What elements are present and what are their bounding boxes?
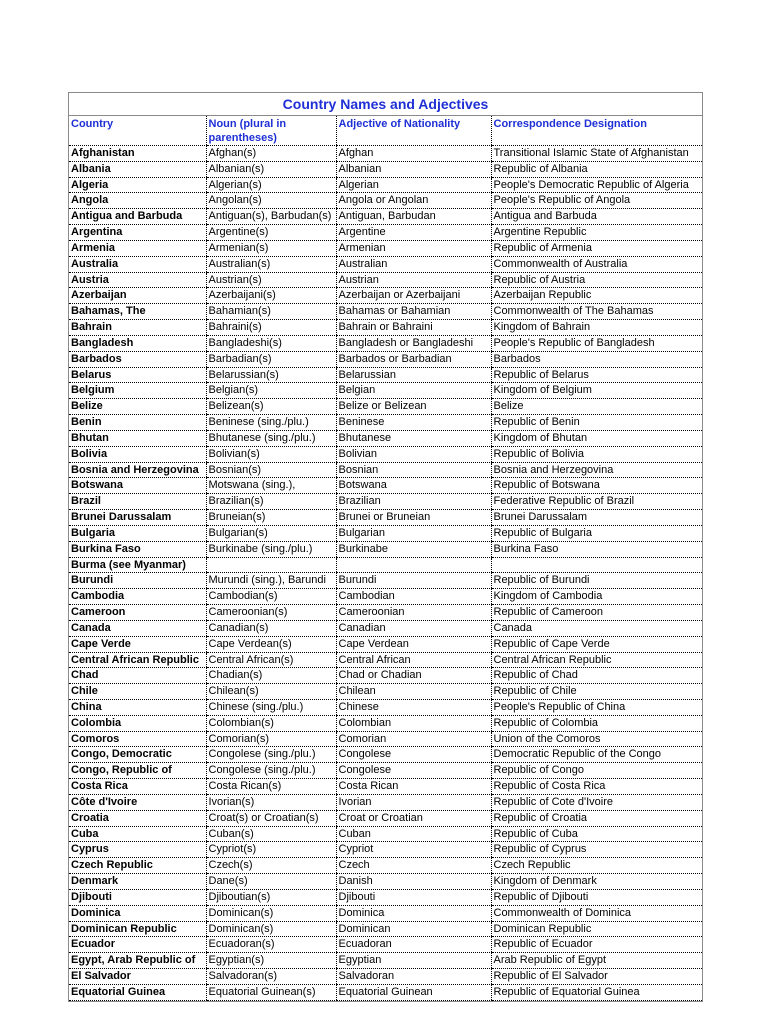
cell-country: Bahrain (69, 320, 206, 336)
table-row (69, 272, 702, 288)
cell-country: Austria (69, 272, 206, 288)
cell-designation: Democratic Republic of the Congo (491, 747, 702, 763)
cell-country: Ecuador (69, 937, 206, 953)
cell-country: Bolivia (69, 446, 206, 462)
cell-noun: Belgian(s) (206, 383, 336, 399)
cell-designation: Republic of El Salvador (491, 969, 702, 985)
cell-adjective: Brunei or Bruneian (336, 510, 491, 526)
table-row (69, 193, 702, 209)
table-row (69, 668, 702, 684)
table-row (69, 399, 702, 415)
cell-designation: Barbados (491, 351, 702, 367)
table-row (69, 288, 702, 304)
cell-adjective: Burkinabe (336, 541, 491, 557)
cell-adjective: Barbados or Barbadian (336, 351, 491, 367)
cell-designation: Kingdom of Belgium (491, 383, 702, 399)
cell-adjective: Bosnian (336, 462, 491, 478)
cell-country: Afghanistan (69, 146, 206, 162)
cell-adjective: Bulgarian (336, 525, 491, 541)
table-row (69, 351, 702, 367)
cell-country: Albania (69, 161, 206, 177)
cell-adjective: Australian (336, 256, 491, 272)
table-row (69, 842, 702, 858)
cell-adjective: Bahamas or Bahamian (336, 304, 491, 320)
cell-designation: Republic of Djibouti (491, 889, 702, 905)
cell-designation: Republic of Croatia (491, 810, 702, 826)
cell-country: El Salvador (69, 969, 206, 985)
table-row (69, 541, 702, 557)
cell-noun: Barbadian(s) (206, 351, 336, 367)
cell-country: Bosnia and Herzegovina (69, 462, 206, 478)
cell-country: Cambodia (69, 589, 206, 605)
cell-designation: Argentine Republic (491, 225, 702, 241)
cell-designation: Republic of Cameroon (491, 605, 702, 621)
cell-country: Burkina Faso (69, 541, 206, 557)
table-body (69, 146, 702, 1001)
table-row (69, 367, 702, 383)
cell-noun: Belarussian(s) (206, 367, 336, 383)
cell-noun: Murundi (sing.), Barundi (206, 573, 336, 589)
cell-adjective: Bolivian (336, 446, 491, 462)
table-row (69, 146, 702, 162)
table-row (69, 161, 702, 177)
cell-designation: Republic of Benin (491, 415, 702, 431)
cell-country: Costa Rica (69, 779, 206, 795)
cell-designation: People's Republic of Bangladesh (491, 335, 702, 351)
cell-noun: Congolese (sing./plu.) (206, 763, 336, 779)
table-row (69, 240, 702, 256)
cell-noun: Colombian(s) (206, 715, 336, 731)
cell-designation: Republic of Austria (491, 272, 702, 288)
table-row (69, 225, 702, 241)
cell-designation: People's Republic of Angola (491, 193, 702, 209)
cell-noun: Dominican(s) (206, 921, 336, 937)
table-row (69, 209, 702, 225)
table-title: Country Names and Adjectives (69, 93, 702, 116)
cell-designation: Republic of Equatorial Guinea (491, 984, 702, 1000)
cell-country: Azerbaijan (69, 288, 206, 304)
cell-noun: Croat(s) or Croatian(s) (206, 810, 336, 826)
cell-noun: Bolivian(s) (206, 446, 336, 462)
cell-country: Armenia (69, 240, 206, 256)
cell-noun: Dane(s) (206, 874, 336, 890)
cell-designation: Republic of Congo (491, 763, 702, 779)
table-row (69, 636, 702, 652)
cell-country: Belarus (69, 367, 206, 383)
cell-designation: Kingdom of Cambodia (491, 589, 702, 605)
cell-designation: Republic of Costa Rica (491, 779, 702, 795)
table-row (69, 747, 702, 763)
cell-adjective: Bhutanese (336, 430, 491, 446)
country-table (69, 116, 702, 1001)
cell-adjective: Antiguan, Barbudan (336, 209, 491, 225)
cell-designation: Republic of Bolivia (491, 446, 702, 462)
cell-noun: Belizean(s) (206, 399, 336, 415)
cell-country: Congo, Democratic (69, 747, 206, 763)
cell-designation: Republic of Bulgaria (491, 525, 702, 541)
table-row (69, 589, 702, 605)
cell-noun: Chilean(s) (206, 684, 336, 700)
cell-country: Côte d'Ivoire (69, 794, 206, 810)
cell-adjective: Cuban (336, 826, 491, 842)
cell-adjective: Chad or Chadian (336, 668, 491, 684)
table-row (69, 652, 702, 668)
cell-adjective: Danish (336, 874, 491, 890)
table-row (69, 794, 702, 810)
cell-noun: Equatorial Guinean(s) (206, 984, 336, 1000)
cell-adjective: Croat or Croatian (336, 810, 491, 826)
cell-noun: Ivorian(s) (206, 794, 336, 810)
cell-designation: Arab Republic of Egypt (491, 953, 702, 969)
cell-designation: Republic of Belarus (491, 367, 702, 383)
cell-designation: Republic of Chile (491, 684, 702, 700)
cell-designation: Commonwealth of The Bahamas (491, 304, 702, 320)
cell-designation: Republic of Cote d'Ivoire (491, 794, 702, 810)
cell-adjective: Bangladesh or Bangladeshi (336, 335, 491, 351)
cell-noun: Bahraini(s) (206, 320, 336, 336)
cell-noun: Chinese (sing./plu.) (206, 699, 336, 715)
cell-noun: Cuban(s) (206, 826, 336, 842)
cell-adjective: Angola or Angolan (336, 193, 491, 209)
cell-noun: Argentine(s) (206, 225, 336, 241)
cell-noun: Austrian(s) (206, 272, 336, 288)
cell-designation: Antigua and Barbuda (491, 209, 702, 225)
cell-noun: Algerian(s) (206, 177, 336, 193)
cell-designation: Republic of Chad (491, 668, 702, 684)
cell-country: Dominican Republic (69, 921, 206, 937)
cell-country: Czech Republic (69, 858, 206, 874)
cell-adjective: Ivorian (336, 794, 491, 810)
cell-designation: People's Democratic Republic of Algeria (491, 177, 702, 193)
cell-country: Brazil (69, 494, 206, 510)
table-row (69, 557, 702, 573)
cell-noun: Ecuadoran(s) (206, 937, 336, 953)
header-noun: Noun (plural in parentheses) (206, 116, 336, 146)
cell-country: Burundi (69, 573, 206, 589)
cell-adjective: Dominica (336, 905, 491, 921)
cell-adjective: Congolese (336, 763, 491, 779)
cell-adjective: Canadian (336, 620, 491, 636)
cell-country: China (69, 699, 206, 715)
cell-noun: Burkinabe (sing./plu.) (206, 541, 336, 557)
cell-adjective: Congolese (336, 747, 491, 763)
table-row (69, 937, 702, 953)
table-row (69, 889, 702, 905)
cell-noun: Costa Rican(s) (206, 779, 336, 795)
cell-noun: Motswana (sing.), (206, 478, 336, 494)
table-row (69, 478, 702, 494)
cell-designation: Republic of Armenia (491, 240, 702, 256)
cell-designation: Brunei Darussalam (491, 510, 702, 526)
header-country: Country (69, 116, 206, 146)
cell-designation: Republic of Cuba (491, 826, 702, 842)
cell-adjective: Cypriot (336, 842, 491, 858)
header-adjective: Adjective of Nationality (336, 116, 491, 146)
header-designation: Correspondence Designation (491, 116, 702, 146)
cell-noun: Canadian(s) (206, 620, 336, 636)
cell-country: Chad (69, 668, 206, 684)
cell-adjective: Brazilian (336, 494, 491, 510)
cell-adjective: Algerian (336, 177, 491, 193)
cell-noun: Australian(s) (206, 256, 336, 272)
table-row (69, 921, 702, 937)
cell-adjective: Cambodian (336, 589, 491, 605)
cell-noun: Bulgarian(s) (206, 525, 336, 541)
cell-designation: Belize (491, 399, 702, 415)
cell-country: Algeria (69, 177, 206, 193)
cell-noun: Egyptian(s) (206, 953, 336, 969)
cell-noun: Bosnian(s) (206, 462, 336, 478)
table-row (69, 969, 702, 985)
cell-noun: Angolan(s) (206, 193, 336, 209)
cell-adjective: Djibouti (336, 889, 491, 905)
table-row (69, 415, 702, 431)
cell-designation (491, 557, 702, 573)
cell-country: Botswana (69, 478, 206, 494)
cell-adjective: Argentine (336, 225, 491, 241)
cell-adjective: Cameroonian (336, 605, 491, 621)
cell-designation: Republic of Colombia (491, 715, 702, 731)
table-row (69, 984, 702, 1000)
cell-designation: Republic of Botswana (491, 478, 702, 494)
cell-adjective: Central African (336, 652, 491, 668)
table-row (69, 320, 702, 336)
cell-noun: Cameroonian(s) (206, 605, 336, 621)
cell-adjective: Costa Rican (336, 779, 491, 795)
cell-country: Cyprus (69, 842, 206, 858)
cell-adjective: Afghan (336, 146, 491, 162)
table-row (69, 779, 702, 795)
cell-country: Belgium (69, 383, 206, 399)
cell-noun: Congolese (sing./plu.) (206, 747, 336, 763)
cell-country: Cameroon (69, 605, 206, 621)
table-row (69, 763, 702, 779)
cell-country: Chile (69, 684, 206, 700)
table-row (69, 383, 702, 399)
cell-noun: Albanian(s) (206, 161, 336, 177)
cell-designation: Republic of Ecuador (491, 937, 702, 953)
cell-noun: Czech(s) (206, 858, 336, 874)
cell-designation: Azerbaijan Republic (491, 288, 702, 304)
cell-adjective: Chilean (336, 684, 491, 700)
cell-designation: Republic of Cyprus (491, 842, 702, 858)
cell-designation: Bosnia and Herzegovina (491, 462, 702, 478)
header-row (69, 116, 702, 146)
cell-country: Benin (69, 415, 206, 431)
cell-country: Cape Verde (69, 636, 206, 652)
cell-noun: Azerbaijani(s) (206, 288, 336, 304)
cell-designation: Republic of Albania (491, 161, 702, 177)
cell-designation: Transitional Islamic State of Afghanistan (491, 146, 702, 162)
table-row (69, 826, 702, 842)
cell-adjective: Czech (336, 858, 491, 874)
cell-adjective: Azerbaijan or Azerbaijani (336, 288, 491, 304)
cell-adjective: Cape Verdean (336, 636, 491, 652)
table-row (69, 177, 702, 193)
table-row (69, 304, 702, 320)
cell-designation: Kingdom of Denmark (491, 874, 702, 890)
cell-designation: Burkina Faso (491, 541, 702, 557)
country-table-sheet (68, 92, 703, 1002)
cell-adjective: Equatorial Guinean (336, 984, 491, 1000)
table-row (69, 858, 702, 874)
cell-country: Antigua and Barbuda (69, 209, 206, 225)
cell-designation: People's Republic of China (491, 699, 702, 715)
table-row (69, 430, 702, 446)
cell-adjective: Belarussian (336, 367, 491, 383)
table-row (69, 731, 702, 747)
table-row (69, 620, 702, 636)
table-row (69, 462, 702, 478)
cell-country: Canada (69, 620, 206, 636)
cell-noun (206, 557, 336, 573)
cell-noun: Armenian(s) (206, 240, 336, 256)
table-row (69, 905, 702, 921)
cell-noun: Antiguan(s), Barbudan(s) (206, 209, 336, 225)
cell-designation: Commonwealth of Australia (491, 256, 702, 272)
cell-noun: Salvadoran(s) (206, 969, 336, 985)
cell-country: Equatorial Guinea (69, 984, 206, 1000)
cell-adjective: Burundi (336, 573, 491, 589)
table-row (69, 684, 702, 700)
cell-noun: Dominican(s) (206, 905, 336, 921)
table-row (69, 494, 702, 510)
cell-designation: Commonwealth of Dominica (491, 905, 702, 921)
cell-designation: Union of the Comoros (491, 731, 702, 747)
cell-designation: Federative Republic of Brazil (491, 494, 702, 510)
cell-adjective: Beninese (336, 415, 491, 431)
table-row (69, 715, 702, 731)
cell-noun: Brazilian(s) (206, 494, 336, 510)
cell-noun: Bhutanese (sing./plu.) (206, 430, 336, 446)
table-row (69, 256, 702, 272)
cell-designation: Canada (491, 620, 702, 636)
cell-country: Brunei Darussalam (69, 510, 206, 526)
table-row (69, 953, 702, 969)
cell-country: Croatia (69, 810, 206, 826)
cell-country: Bahamas, The (69, 304, 206, 320)
table-row (69, 510, 702, 526)
table-row (69, 525, 702, 541)
cell-adjective: Austrian (336, 272, 491, 288)
cell-country: Cuba (69, 826, 206, 842)
cell-adjective: Ecuadoran (336, 937, 491, 953)
cell-noun: Bahamian(s) (206, 304, 336, 320)
cell-country: Egypt, Arab Republic of (69, 953, 206, 969)
cell-adjective: Armenian (336, 240, 491, 256)
table-row (69, 335, 702, 351)
cell-noun: Central African(s) (206, 652, 336, 668)
cell-country: Belize (69, 399, 206, 415)
cell-noun: Bangladeshi(s) (206, 335, 336, 351)
table-row (69, 874, 702, 890)
cell-country: Djibouti (69, 889, 206, 905)
cell-country: Argentina (69, 225, 206, 241)
table-row (69, 605, 702, 621)
cell-country: Burma (see Myanmar) (69, 557, 206, 573)
cell-designation: Republic of Burundi (491, 573, 702, 589)
cell-country: Bangladesh (69, 335, 206, 351)
cell-noun: Cape Verdean(s) (206, 636, 336, 652)
table-row (69, 699, 702, 715)
table-row (69, 446, 702, 462)
cell-noun: Chadian(s) (206, 668, 336, 684)
cell-designation: Kingdom of Bahrain (491, 320, 702, 336)
cell-adjective: Botswana (336, 478, 491, 494)
cell-country: Denmark (69, 874, 206, 890)
cell-adjective: Dominican (336, 921, 491, 937)
cell-country: Central African Republic (69, 652, 206, 668)
cell-adjective: Bahrain or Bahraini (336, 320, 491, 336)
cell-designation: Kingdom of Bhutan (491, 430, 702, 446)
cell-country: Dominica (69, 905, 206, 921)
cell-adjective: Chinese (336, 699, 491, 715)
cell-designation: Republic of Cape Verde (491, 636, 702, 652)
cell-country: Congo, Republic of (69, 763, 206, 779)
cell-country: Australia (69, 256, 206, 272)
cell-designation: Dominican Republic (491, 921, 702, 937)
cell-adjective: Colombian (336, 715, 491, 731)
cell-adjective: Egyptian (336, 953, 491, 969)
cell-country: Barbados (69, 351, 206, 367)
cell-adjective: Albanian (336, 161, 491, 177)
cell-noun: Beninese (sing./plu.) (206, 415, 336, 431)
cell-adjective: Belgian (336, 383, 491, 399)
cell-noun: Bruneian(s) (206, 510, 336, 526)
cell-designation: Czech Republic (491, 858, 702, 874)
cell-noun: Comorian(s) (206, 731, 336, 747)
cell-country: Comoros (69, 731, 206, 747)
cell-designation: Central African Republic (491, 652, 702, 668)
cell-noun: Djiboutian(s) (206, 889, 336, 905)
cell-adjective: Comorian (336, 731, 491, 747)
cell-country: Bulgaria (69, 525, 206, 541)
cell-noun: Cypriot(s) (206, 842, 336, 858)
cell-country: Angola (69, 193, 206, 209)
cell-adjective: Belize or Belizean (336, 399, 491, 415)
cell-noun: Afghan(s) (206, 146, 336, 162)
table-row (69, 810, 702, 826)
cell-adjective: Salvadoran (336, 969, 491, 985)
cell-country: Colombia (69, 715, 206, 731)
cell-country: Bhutan (69, 430, 206, 446)
cell-noun: Cambodian(s) (206, 589, 336, 605)
table-row (69, 573, 702, 589)
cell-adjective (336, 557, 491, 573)
